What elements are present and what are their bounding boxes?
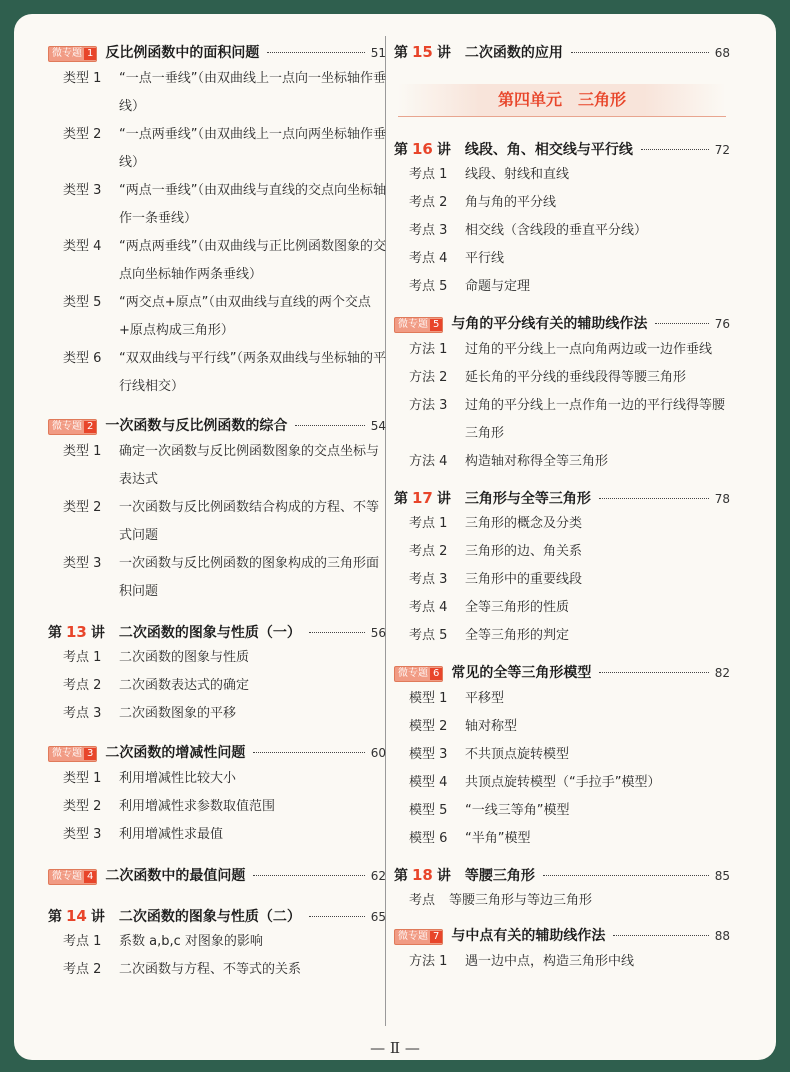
lecture-suffix: 讲: [436, 45, 451, 61]
sub-item[interactable]: [48, 438, 386, 494]
page-number: 51: [370, 46, 386, 60]
sub-item-label: 考点 1: [409, 167, 448, 182]
page-number: 72: [714, 143, 730, 157]
page-number: 62: [370, 869, 386, 883]
entry-title: 三角形与全等三角形: [464, 491, 591, 507]
toc-entry-topic-1[interactable]: [48, 42, 386, 63]
entry-title: 等腰三角形: [464, 868, 535, 884]
dot-leader: [571, 52, 709, 53]
sub-item[interactable]: [394, 741, 730, 769]
sub-item[interactable]: [394, 797, 730, 825]
lecture-suffix: 讲: [436, 491, 451, 507]
sub-item-text: “双双曲线与平行线”（两条双曲线与坐标轴的平行线相交）: [119, 351, 386, 394]
page-number: 85: [714, 869, 730, 883]
sub-item[interactable]: [48, 956, 386, 984]
dot-leader: [309, 916, 365, 917]
right-column: [394, 42, 730, 976]
sub-item-label: 类型 1: [63, 771, 102, 786]
lecture-number: 13: [66, 623, 87, 641]
badge-number: 4: [84, 871, 96, 883]
sub-item-label: 模型 5: [409, 803, 448, 818]
sub-item-list: [394, 685, 730, 853]
sub-item-label: 考点 5: [409, 628, 448, 643]
dot-leader: [599, 672, 708, 673]
sub-item-text: 三角形的概念及分类: [465, 516, 583, 531]
sub-item[interactable]: [394, 948, 730, 976]
entry-title: 一次函数与反比例函数的综合: [105, 418, 288, 434]
lecture-prefix: 第: [48, 909, 62, 925]
sub-item[interactable]: [394, 245, 730, 273]
sub-item-text: 过角的平分线上一点作角一边的平行线得等腰三角形: [465, 398, 726, 441]
sub-item[interactable]: [48, 821, 386, 849]
dot-leader: [253, 752, 364, 753]
entry-title: 线段、角、相交线与平行线: [464, 142, 633, 158]
toc-entry-lecture-17[interactable]: [394, 488, 730, 508]
lecture-prefix: 第: [394, 491, 408, 507]
entry-title: 二次函数的图象与性质（二）: [118, 909, 301, 925]
page-number: 65: [370, 910, 386, 924]
sub-item[interactable]: [48, 700, 386, 728]
sub-item-text: 二次函数图象的平移: [119, 706, 237, 721]
toc-entry-lecture-18[interactable]: [394, 865, 730, 885]
toc-entry-topic-2[interactable]: [48, 415, 386, 436]
sub-item-text: 等腰三角形与等边三角形: [449, 893, 593, 908]
sub-item-list: [48, 644, 386, 728]
sub-item-label: 考点 4: [409, 251, 448, 266]
topic-badge: [48, 746, 97, 762]
sub-item-text: 利用增减性求最值: [119, 827, 224, 842]
lecture-suffix: 讲: [90, 625, 105, 641]
sub-item-text: 一次函数与反比例函数结合构成的方程、不等式问题: [119, 500, 380, 543]
sub-item-text: 线段、射线和直线: [465, 167, 570, 182]
sub-item-list: [394, 336, 730, 476]
dot-leader: [295, 425, 364, 426]
sub-item[interactable]: [48, 928, 386, 956]
sub-item-list: [48, 928, 386, 984]
toc-entry-lecture-13[interactable]: [48, 622, 386, 642]
sub-item-label: 考点 1: [63, 934, 102, 949]
sub-item[interactable]: [48, 345, 386, 401]
sub-item-text: 遇一边中点，构造三角形中线: [465, 954, 635, 969]
topic-badge: [48, 869, 97, 885]
sub-item[interactable]: [394, 448, 730, 476]
sub-item[interactable]: [48, 765, 386, 793]
sub-item[interactable]: [48, 672, 386, 700]
sub-item-label: 考点 1: [409, 516, 448, 531]
toc-entry-topic-4[interactable]: [48, 865, 386, 886]
topic-badge: [48, 419, 97, 435]
lecture-prefix: 第: [394, 868, 408, 884]
sub-item[interactable]: [48, 121, 386, 177]
page-number: 54: [370, 419, 386, 433]
lecture-prefix: 第: [48, 625, 62, 641]
sub-item-label: 考点 3: [409, 223, 448, 238]
unit-heading: 第四单元 三角形: [398, 84, 726, 117]
badge-text: 微专题: [52, 871, 82, 882]
sub-item-label: 类型 3: [63, 556, 102, 571]
toc-entry-topic-3[interactable]: [48, 742, 386, 763]
lecture-prefix: 第: [394, 142, 408, 158]
sub-item-text: 一次函数与反比例函数的图象构成的三角形面积问题: [119, 556, 380, 599]
sub-item[interactable]: [394, 887, 730, 915]
dot-leader: [641, 149, 709, 150]
sub-item-text: 角与角的平分线: [465, 195, 557, 210]
badge-text: 微专题: [52, 421, 82, 432]
badge-number: 7: [430, 931, 442, 943]
sub-item[interactable]: [394, 594, 730, 622]
sub-item-list: [48, 65, 386, 401]
entry-title: 二次函数的增减性问题: [105, 745, 246, 761]
sub-item-label: 考点 3: [409, 572, 448, 587]
badge-number: 6: [430, 668, 442, 680]
sub-item-label: 方法 3: [409, 398, 448, 413]
dot-leader: [613, 935, 708, 936]
dot-leader: [543, 875, 709, 876]
entry-title: 反比例函数中的面积问题: [105, 45, 260, 61]
sub-item[interactable]: [394, 769, 730, 797]
sub-item-text: 二次函数表达式的确定: [119, 678, 250, 693]
topic-badge: [394, 317, 443, 333]
sub-item-text: 利用增减性求参数取值范围: [119, 799, 276, 814]
sub-item-label: 考点 5: [409, 279, 448, 294]
sub-item[interactable]: [394, 217, 730, 245]
badge-text: 微专题: [398, 319, 428, 330]
sub-item-text: 相交线（含线段的垂直平分线）: [465, 223, 648, 238]
page-number: 76: [714, 317, 730, 331]
sub-item[interactable]: [394, 566, 730, 594]
sub-item-label: 类型 1: [63, 444, 102, 459]
topic-badge: [394, 929, 443, 945]
page-number: 82: [714, 666, 730, 680]
sub-item-label: 方法 4: [409, 454, 448, 469]
sub-item-label: 类型 2: [63, 500, 102, 515]
dot-leader: [599, 498, 709, 499]
sub-item-text: 轴对称型: [465, 719, 518, 734]
dot-leader: [309, 632, 365, 633]
sub-item-label: 类型 2: [63, 127, 102, 142]
left-column: [48, 42, 386, 984]
toc-entry-topic-7[interactable]: [394, 925, 730, 946]
page-number: 56: [370, 626, 386, 640]
sub-item-label: 类型 3: [63, 183, 102, 198]
sub-item[interactable]: [48, 233, 386, 289]
sub-item-label: 方法 2: [409, 370, 448, 385]
page-number: 88: [714, 929, 730, 943]
sub-item-text: 共顶点旋转模型（“手拉手”模型）: [465, 775, 661, 790]
sub-item[interactable]: [394, 161, 730, 189]
entry-title: 二次函数的图象与性质（一）: [118, 625, 301, 641]
dot-leader: [655, 323, 708, 324]
sub-item-text: 延长角的平分线的垂线段得等腰三角形: [465, 370, 687, 385]
sub-item-text: “两点一垂线”（由双曲线与直线的交点向坐标轴作一条垂线）: [119, 183, 386, 226]
sub-item-text: 确定一次函数与反比例函数图象的交点坐标与表达式: [119, 444, 380, 487]
sub-item-label: 考点: [409, 893, 436, 908]
sub-item-label: 类型 4: [63, 239, 102, 254]
badge-text: 微专题: [398, 931, 428, 942]
sub-item-label: 方法 1: [409, 954, 448, 969]
sub-item[interactable]: [394, 273, 730, 301]
sub-item[interactable]: [394, 510, 730, 538]
entry-title: 与中点有关的辅助线作法: [451, 928, 606, 944]
sub-item-label: 考点 2: [409, 195, 448, 210]
sub-item-list: [394, 510, 730, 650]
sub-item-text: “一点两垂线”（由双曲线上一点向两坐标轴作垂线）: [119, 127, 386, 170]
sub-item-text: 全等三角形的性质: [465, 600, 570, 615]
page-number: 60: [370, 746, 386, 760]
sub-item-text: 利用增减性比较大小: [119, 771, 237, 786]
sub-item-text: 二次函数与方程、不等式的关系: [119, 962, 302, 977]
entry-title: 二次函数中的最值问题: [105, 868, 246, 884]
sub-item[interactable]: [394, 364, 730, 392]
sub-item-label: 模型 1: [409, 691, 448, 706]
sub-item-text: “一点一垂线”（由双曲线上一点向一坐标轴作垂线）: [119, 71, 386, 114]
sub-item-label: 模型 2: [409, 719, 448, 734]
entry-title: 与角的平分线有关的辅助线作法: [451, 316, 648, 332]
page-footer: — Ⅱ —: [370, 1039, 420, 1057]
sub-item-list: [394, 161, 730, 301]
toc-entry-lecture-15[interactable]: [394, 42, 730, 62]
sub-item-text: “两交点+原点”（由双曲线与直线的两个交点+原点构成三角形）: [119, 295, 371, 338]
sub-item-label: 类型 5: [63, 295, 102, 310]
sub-item-text: 平移型: [465, 691, 505, 706]
sub-item-text: 三角形的边、角关系: [465, 544, 583, 559]
badge-number: 5: [430, 319, 442, 331]
lecture-number: 15: [412, 43, 433, 61]
sub-item[interactable]: [394, 538, 730, 566]
sub-item-label: 考点 2: [63, 678, 102, 693]
dot-leader: [267, 52, 364, 53]
sub-item-label: 考点 2: [63, 962, 102, 977]
sub-item-label: 模型 3: [409, 747, 448, 762]
toc-entry-topic-6[interactable]: [394, 662, 730, 683]
entry-title: 常见的全等三角形模型: [451, 665, 592, 681]
badge-text: 微专题: [52, 48, 82, 59]
badge-text: 微专题: [52, 748, 82, 759]
sub-item-label: 类型 3: [63, 827, 102, 842]
sub-item[interactable]: [48, 644, 386, 672]
topic-badge: [48, 46, 97, 62]
sub-item-label: 方法 1: [409, 342, 448, 357]
sub-item-list: [48, 438, 386, 606]
lecture-number: 16: [412, 140, 433, 158]
sub-item-list: [394, 948, 730, 976]
sub-item-text: “两点两垂线”（由双曲线与正比例函数图象的交点向坐标轴作两条垂线）: [119, 239, 386, 282]
sub-item[interactable]: [394, 189, 730, 217]
sub-item-label: 考点 1: [63, 650, 102, 665]
sub-item-text: 三角形中的重要线段: [465, 572, 583, 587]
lecture-number: 17: [412, 489, 433, 507]
sub-item-text: 构造轴对称得全等三角形: [465, 454, 609, 469]
lecture-number: 14: [66, 907, 87, 925]
sub-item[interactable]: [48, 793, 386, 821]
sub-item-label: 考点 2: [409, 544, 448, 559]
badge-number: 3: [84, 748, 96, 760]
sub-item-label: 类型 2: [63, 799, 102, 814]
sub-item[interactable]: [48, 289, 386, 345]
sub-item-text: 系数 a,b,c 对图象的影响: [119, 934, 263, 949]
sub-item-text: “一线三等角”模型: [465, 803, 570, 818]
toc-entry-lecture-14[interactable]: [48, 906, 386, 926]
sub-item[interactable]: [48, 494, 386, 550]
sub-item-text: 过角的平分线上一点向角两边或一边作垂线: [465, 342, 713, 357]
lecture-suffix: 讲: [436, 868, 451, 884]
sub-item[interactable]: [394, 336, 730, 364]
lecture-suffix: 讲: [90, 909, 105, 925]
sub-item-list: [48, 765, 386, 849]
sub-item[interactable]: [394, 825, 730, 853]
topic-badge: [394, 666, 443, 682]
sub-item[interactable]: [394, 713, 730, 741]
sub-item[interactable]: [48, 550, 386, 606]
sub-item[interactable]: [48, 65, 386, 121]
badge-text: 微专题: [398, 668, 428, 679]
sub-item-label: 模型 6: [409, 831, 448, 846]
sub-item-text: 平行线: [465, 251, 505, 266]
sub-item-label: 模型 4: [409, 775, 448, 790]
toc-entry-topic-5[interactable]: [394, 313, 730, 334]
lecture-number: 18: [412, 866, 433, 884]
entry-title: 二次函数的应用: [464, 45, 563, 61]
toc-page: [14, 14, 776, 1060]
dot-leader: [253, 875, 364, 876]
sub-item-text: 全等三角形的判定: [465, 628, 570, 643]
sub-item-label: 类型 6: [63, 351, 102, 366]
sub-item-text: 二次函数的图象与性质: [119, 650, 250, 665]
sub-item-label: 考点 4: [409, 600, 448, 615]
sub-item-list: [394, 887, 730, 915]
sub-item[interactable]: [394, 622, 730, 650]
page-number: 78: [714, 492, 730, 506]
sub-item-text: 不共顶点旋转模型: [465, 747, 570, 762]
page-number: 68: [714, 46, 730, 60]
sub-item-label: 类型 1: [63, 71, 102, 86]
sub-item[interactable]: [394, 685, 730, 713]
badge-number: 2: [84, 421, 96, 433]
toc-entry-lecture-16[interactable]: [394, 139, 730, 159]
sub-item-label: 考点 3: [63, 706, 102, 721]
sub-item-text: 命题与定理: [465, 279, 531, 294]
sub-item-text: “半角”模型: [465, 831, 531, 846]
sub-item[interactable]: [394, 392, 730, 448]
lecture-prefix: 第: [394, 45, 408, 61]
lecture-suffix: 讲: [436, 142, 451, 158]
badge-number: 1: [84, 48, 96, 60]
sub-item[interactable]: [48, 177, 386, 233]
